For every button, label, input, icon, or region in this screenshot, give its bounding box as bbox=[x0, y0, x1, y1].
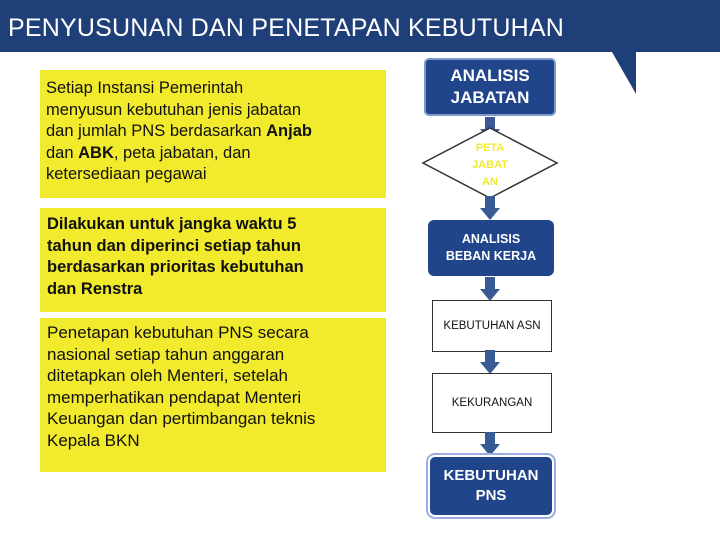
page-title: PENYUSUNAN DAN PENETAPAN KEBUTUHAN bbox=[8, 14, 564, 42]
arrow-down-icon bbox=[480, 196, 500, 220]
corner-decoration bbox=[612, 52, 636, 94]
note-3-line-6: Kepala BKN bbox=[47, 430, 140, 450]
arrow-down-icon bbox=[480, 350, 500, 374]
arrow-down-icon bbox=[480, 432, 500, 456]
note-3-line-1: Penetapan kebutuhan PNS secara bbox=[47, 323, 309, 342]
kebpns-line-2: PNS bbox=[475, 487, 507, 504]
note-1-line-3: dan jumlah PNS berdasarkan bbox=[46, 122, 267, 140]
analisis-beban-kerja-box bbox=[428, 220, 554, 276]
note-anjab-abk bbox=[40, 70, 386, 198]
kebutuhan-pns-box bbox=[428, 455, 554, 517]
kebutuhan-asn-box bbox=[432, 300, 552, 352]
note-3-line-4: memperhatikan pendapat Menteri bbox=[47, 387, 302, 407]
arrow-down-icon bbox=[480, 277, 500, 301]
anjab-line-2: JABATAN bbox=[450, 88, 530, 107]
note-2-line-2: tahun dan diperinci setiap tahun bbox=[47, 236, 301, 255]
note-1-anjab: Anjab bbox=[266, 122, 312, 140]
note-periode bbox=[40, 208, 386, 312]
note-1-abk: ABK bbox=[78, 143, 114, 162]
analisis-jabatan-box bbox=[424, 58, 556, 116]
peta-line-3: AN bbox=[482, 176, 498, 188]
kebpns-line-1: KEBUTUHAN bbox=[443, 467, 539, 484]
peta-line-1: PETA bbox=[475, 142, 505, 154]
note-2-line-1: Dilakukan untuk jangka waktu 5 bbox=[47, 215, 297, 233]
note-penetapan bbox=[40, 318, 386, 472]
note-3-line-2: nasional setiap tahun anggaran bbox=[47, 344, 285, 364]
peta-jabatan-label bbox=[420, 140, 560, 191]
note-2-line-3: berdasarkan prioritas kebutuhan bbox=[47, 258, 304, 276]
note-3-line-3: ditetapkan oleh Menteri, setelah bbox=[47, 366, 288, 385]
kebutuhan-asn-label: KEBUTUHAN ASN bbox=[443, 320, 541, 332]
peta-line-2: JABAT bbox=[472, 159, 508, 171]
note-1-line-4a: dan bbox=[46, 143, 79, 162]
kekurangan-label: KEKURANGAN bbox=[451, 397, 533, 409]
note-2-line-4: dan Renstra bbox=[47, 279, 143, 298]
note-1-line-5: ketersediaan pegawai bbox=[46, 165, 207, 183]
abk-line-2: BEBAN KERJA bbox=[445, 249, 537, 263]
note-1-line-4b: , peta jabatan, dan bbox=[113, 143, 251, 162]
note-3-line-5: Keuangan dan pertimbangan teknis bbox=[47, 409, 316, 428]
anjab-line-1: ANALISIS bbox=[450, 66, 530, 85]
abk-line-1: ANALISIS bbox=[461, 232, 521, 246]
note-1-line-1: Setiap Instansi Pemerintah bbox=[46, 79, 244, 97]
note-1-line-2: menyusun kebutuhan jenis jabatan bbox=[46, 100, 302, 119]
title-bar bbox=[0, 0, 720, 52]
kekurangan-box bbox=[432, 373, 552, 433]
